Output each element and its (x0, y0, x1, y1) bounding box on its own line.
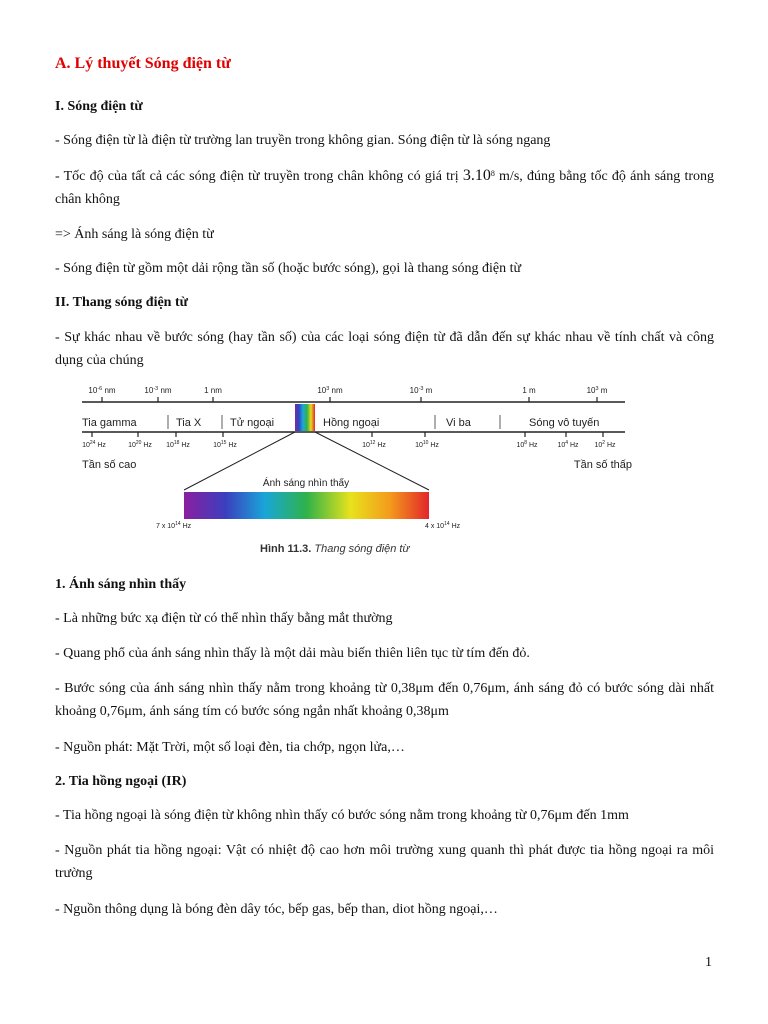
wavelength-tick-label: 1 m (522, 386, 536, 395)
frequency-tick-label: $10^{15}$ Hz (213, 440, 237, 449)
frequency-tick-label: $10^{10}$ Hz (415, 440, 439, 449)
paragraph: - Bước sóng của ánh sáng nhìn thấy nằm trong khoảng từ 0,38μm đến 0,76μm, ánh sáng đỏ có bước sóng dài nhất khoảng 0,76μm, ánh sáng tím có bước sóng ngắn nhất khoảng 0,38μm (55, 681, 714, 719)
wavelength-tick-label: $10^{-3}$ nm (144, 386, 172, 395)
paragraph: - Là những bức xạ điện từ có thể nhìn thấy bằng mắt thường (55, 611, 393, 626)
paragraph: - Nguồn phát: Mặt Trời, một số loại đèn, tia chớp, ngọn lửa,… (55, 740, 405, 755)
frequency-tick-label: $10^{18}$ Hz (166, 440, 190, 449)
paragraph: - Sự khác nhau về bước sóng (hay tần số) của các loại sóng điện từ đã dẫn đến sự khác nhau về tính chất và công dụng của chúng (55, 330, 714, 368)
paragraph: - Sóng điện từ gồm một dải rộng tần số (hoặc bước sóng), gọi là thang sóng điện từ (55, 261, 522, 276)
section-heading: II. Thang sóng điện từ (55, 295, 189, 310)
frequency-tick-label: $10^{24}$ Hz (82, 440, 106, 449)
band-label: Tia gamma (82, 417, 137, 429)
wavelength-tick-label: $10^{-6}$ nm (88, 386, 116, 395)
band-label: Sóng vô tuyến (529, 417, 600, 429)
high-frequency-label: Tần số cao (82, 459, 137, 471)
frequency-tick-label: $10^8$ Hz (516, 440, 538, 449)
frequency-tick-label: $10^{20}$ Hz (128, 440, 152, 449)
frequency-tick-label: $10^2$ Hz (594, 440, 616, 449)
electromagnetic-spectrum-figure (80, 380, 640, 560)
frequency-tick-label: $10^4$ Hz (557, 440, 579, 449)
document-title: A. Lý thuyết Sóng điện từ (55, 55, 231, 72)
paragraph: - Nguồn thông dụng là bóng đèn dây tóc, bếp gas, bếp than, diot hồng ngoại,… (55, 902, 498, 917)
section-heading: 1. Ánh sáng nhìn thấy (55, 577, 187, 592)
visible-spectrum-bar (184, 492, 429, 519)
section-heading: I. Sóng điện từ (55, 99, 143, 114)
visible-red-frequency: 4 x $10^{14}$ Hz (425, 521, 461, 530)
visible-light-label: Ánh sáng nhìn thấy (262, 478, 350, 489)
speed-exponent: 8 (490, 169, 495, 178)
text-run: - Tốc độ của tất cả các sóng điện từ truyền trong chân không có giá trị (55, 169, 459, 184)
visible-violet-frequency: 7 x $10^{14}$ Hz (156, 521, 192, 530)
wavelength-tick-label: $10^{-3}$ m (409, 386, 433, 395)
wavelength-tick-label: 1 nm (204, 386, 222, 395)
band-label: Tử ngoại (230, 417, 275, 429)
paragraph (55, 164, 714, 211)
paragraph: - Nguồn phát tia hồng ngoại: Vật có nhiệt độ cao hơn môi trường xung quanh thì phát được tia hồng ngoại ra môi trường (55, 843, 714, 881)
visible-band-strip (295, 404, 315, 431)
band-label: Hồng ngoại (323, 417, 380, 429)
paragraph: - Quang phổ của ánh sáng nhìn thấy là một dải màu biến thiên liên tục từ tím đến đỏ. (55, 646, 530, 661)
band-label: Vi ba (446, 417, 471, 429)
frequency-tick-label: $10^{12}$ Hz (362, 440, 386, 449)
low-frequency-label: Tần số thấp (573, 459, 632, 471)
section-heading: 2. Tia hồng ngoại (IR) (55, 774, 187, 789)
speed-value: 3.10 (462, 167, 491, 184)
text-run: m/s, đúng bằng tốc độ ánh sáng trong chân không (55, 169, 715, 207)
figure-caption: Hình 11.3. Thang sóng điện từ (260, 543, 410, 555)
wavelength-tick-label: $10^3$ nm (317, 386, 343, 395)
paragraph: - Sóng điện từ là điện từ trường lan truyền trong không gian. Sóng điện từ là sóng ngang (55, 133, 551, 148)
wavelength-tick-label: $10^3$ m (586, 386, 608, 395)
paragraph: - Tia hồng ngoại là sóng điện từ không nhìn thấy có bước sóng nằm trong khoảng từ 0,76μm đến 1mm (55, 808, 629, 823)
page-number: 1 (705, 955, 712, 970)
band-label: Tia X (176, 417, 202, 429)
paragraph: => Ánh sáng là sóng điện từ (55, 227, 214, 242)
